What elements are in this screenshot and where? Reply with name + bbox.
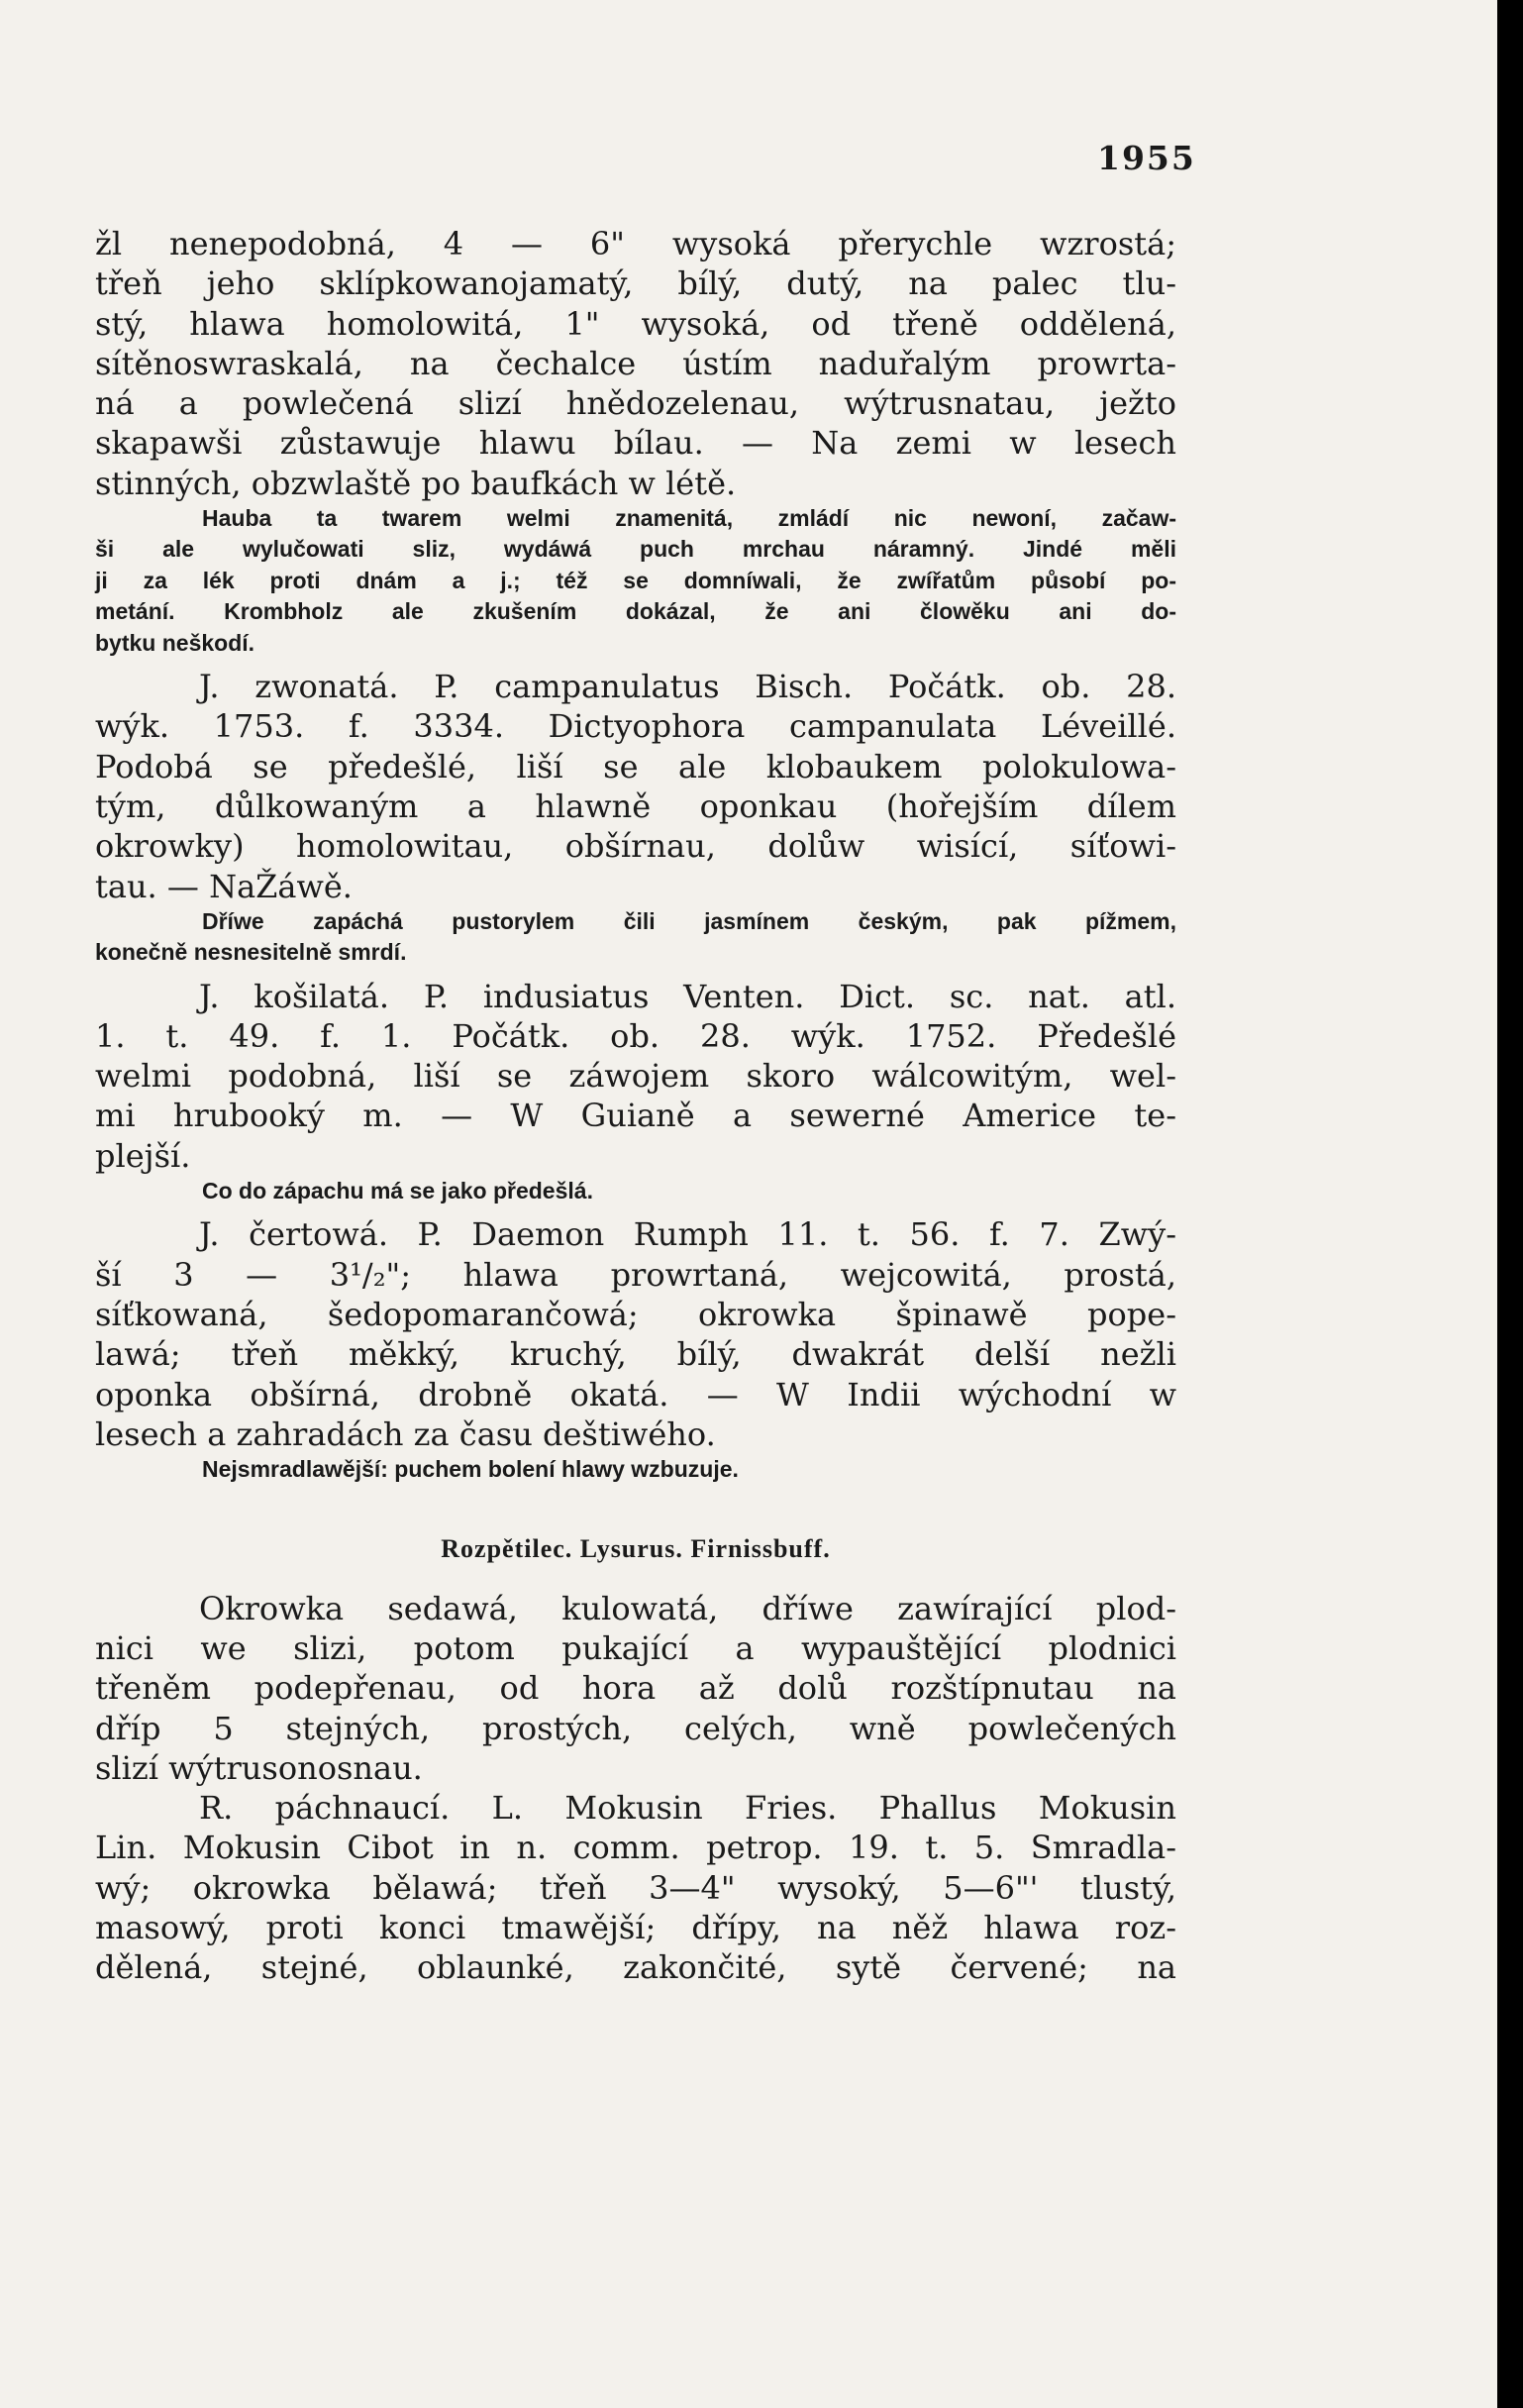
text-line: mi hrubooký m. — W Guianě a sewerné Americe te- bbox=[95, 1097, 1176, 1135]
text-line: tým, důlkowaným a hlawně oponkau (hořejším dílem bbox=[95, 786, 1176, 825]
text-line: 1. t. 49. f. 1. Počátk. ob. 28. wýk. 1752. Předešlé bbox=[95, 1016, 1176, 1055]
text-line: lawá; třeň měkký, kruchý, bílý, dwakrát delší nežli bbox=[95, 1335, 1176, 1374]
page-number: 1955 bbox=[1097, 139, 1196, 177]
text-line: welmi podobná, liší se záwojem skoro wálcowitým, wel- bbox=[95, 1057, 1176, 1096]
text-line: slizí wýtrusonosnau. bbox=[95, 1748, 423, 1787]
text-line: masowý, proti konci tmawější; dřípy, na něž hlawa roz- bbox=[95, 1909, 1176, 1947]
page-text bbox=[95, 224, 1176, 1988]
text-line: ší 3 — 3¹/₂"; hlawa prowrtaná, wejcowitá, prostá, bbox=[95, 1255, 1176, 1294]
text-line: třeň jeho sklípkowanojamatý, bílý, dutý, na palec tlu- bbox=[95, 264, 1176, 303]
scan-border bbox=[1497, 0, 1523, 2408]
text-line: skapawši zůstawuje hlawu bílau. — Na zemi w lesech bbox=[95, 424, 1176, 463]
note-line: bytku neškodí. bbox=[95, 629, 255, 656]
note-line: konečně nesnesitelně smrdí. bbox=[95, 939, 407, 966]
text-line: Podobá se předešlé, liší se ale klobaukem polokulowa- bbox=[95, 747, 1176, 785]
text-line: wýk. 1753. f. 3334. Dictyophora campanulata Léveillé. bbox=[95, 707, 1176, 746]
note-line: Co do zápachu má se jako předešlá. bbox=[202, 1178, 593, 1204]
text-line: Lin. Mokusin Cibot in n. comm. petrop. 19. t. 5. Smradla- bbox=[95, 1829, 1176, 1867]
text-line: dříp 5 stejných, prostých, celých, wně powlečených bbox=[95, 1709, 1176, 1747]
note-line: Nejsmradlawější: puchem bolení hlawy wzbuzuje. bbox=[202, 1456, 739, 1483]
note-line: metání. Krombholz ale zkušením dokázal, že ani člowěku ani do- bbox=[95, 598, 1176, 625]
text-line: tau. — NaŽáwě. bbox=[95, 867, 353, 905]
text-line: Okrowka sedawá, kulowatá, dříwe zawírající plod- bbox=[199, 1589, 1176, 1627]
text-line: žl nenepodobná, 4 — 6" wysoká přerychle wzrostá; bbox=[95, 225, 1176, 262]
text-line: stý, hlawa homolowitá, 1" wysoká, od třeně oddělená, bbox=[95, 304, 1176, 343]
note-line: ši ale wylučowati sliz, wydáwá puch mrchau náramný. Jindé měli bbox=[95, 536, 1176, 563]
note-line: ji za lék proti dnám a j.; též se domníwali, že zwířatům působí po- bbox=[95, 567, 1176, 593]
text-line: oponka obšírná, drobně okatá. — W Indii wýchodní w bbox=[95, 1375, 1176, 1413]
text-line: J. zwonatá. P. campanulatus Bisch. Počátk. ob. 28. bbox=[199, 668, 1176, 706]
text-line: třeněm podepřenau, od hora až dolů rozštípnutau na bbox=[95, 1669, 1176, 1708]
text-line: plejší. bbox=[95, 1136, 191, 1175]
text-line: wý; okrowka bělawá; třeň 3—4" wysoký, 5—6"' tlustý, bbox=[95, 1868, 1176, 1907]
section-heading: Rozpětilec. Lysurus. Firnissbuff. bbox=[441, 1533, 831, 1563]
text-line: lesech a zahradách za času deštiwého. bbox=[95, 1414, 716, 1453]
note-line: Dříwe zapáchá pustorylem čili jasmínem českým, pak pížmem, bbox=[202, 907, 1176, 934]
text-line: sítěnoswraskalá, na čechalce ústím naduřalým prowrta- bbox=[95, 344, 1176, 382]
text-line: J. košilatá. P. indusiatus Venten. Dict. sc. nat. atl. bbox=[199, 977, 1176, 1015]
text-line: okrowky) homolowitau, obšírnau, dolůw wisící, síťowi- bbox=[95, 827, 1176, 866]
text-line: stinných, obzwlaště po baufkách w létě. bbox=[95, 464, 737, 502]
text-line: síťkowaná, šedopomarančowá; okrowka špinawě pope- bbox=[95, 1296, 1176, 1334]
text-line: J. čertowá. P. Daemon Rumph 11. t. 56. f. 7. Zwý- bbox=[199, 1215, 1176, 1254]
text-line: R. páchnaucí. L. Mokusin Fries. Phallus Mokusin bbox=[199, 1789, 1176, 1828]
text-line: nici we slizi, potom pukající a wypauštějící plodnici bbox=[95, 1628, 1176, 1667]
text-line: ná a powlečená slizí hnědozelenau, wýtrusnatau, ježto bbox=[95, 384, 1176, 423]
text-line: dělená, stejné, oblaunké, zakončité, sytě červené; na bbox=[95, 1948, 1176, 1987]
note-line: Hauba ta twarem welmi znamenitá, zmládí nic newoní, začaw- bbox=[202, 505, 1176, 532]
